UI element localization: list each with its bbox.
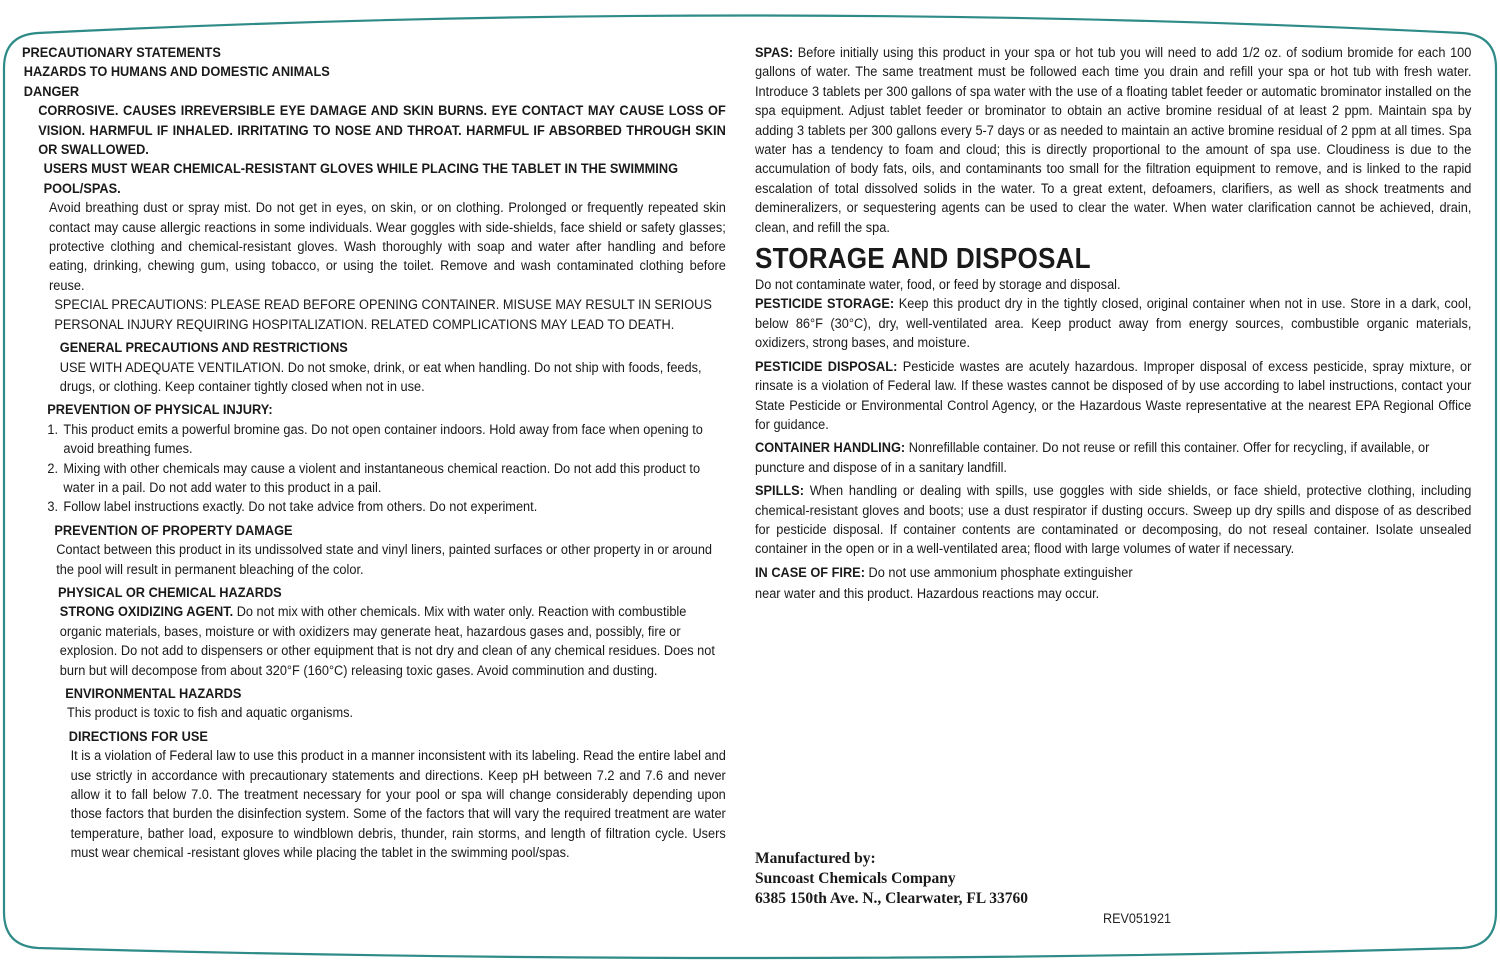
- special-precautions-text: SPECIAL PRECAUTIONS: PLEASE READ BEFORE OPENING CONTAINER. MISUSE MAY RESULT IN SERIOUS PERSONAL INJURY REQUIRING HOSPITALIZATION. RELATED COMPLICATIONS MAY LEAD TO DEATH.: [54, 297, 712, 333]
- physical-chemical-heading: PHYSICAL OR CHEMICAL HAZARDS: [58, 584, 282, 601]
- environmental-hazards-heading: ENVIRONMENTAL HAZARDS: [65, 686, 242, 702]
- directions-text: It is a violation of Federal law to use this product in a manner inconsistent with its labeling. Read the entire label and use strictly in accordance with precautionary statements and directions. Keep pH between 7.2 and 7.6 and never allow it to fall below 7.0. The treatment necessary for your pool or spa will change considerably depending upon those factors that burden the disinfection system. Some of the factors that will vary the required treatment are water temperature, bather load, exposure to windblown debris, thunder, rain storms, and length of filtration cycle. Users must wear chemical -resistant gloves while placing the tablet in the swimming pool/spas.: [70, 748, 726, 862]
- property-damage-heading: PREVENTION OF PROPERTY DAMAGE: [54, 522, 293, 539]
- fire-body-line1: Do not use ammonium phosphate extinguisher: [868, 564, 1133, 581]
- environmental-hazards-text: This product is toxic to fish and aquatic organisms.: [67, 705, 354, 722]
- fire-text-line2: near water and this product. Hazardous reactions may occur.: [755, 586, 1100, 603]
- gloves-warning: USERS MUST WEAR CHEMICAL-RESISTANT GLOVES WHILE PLACING THE TABLET IN THE SWIMMING POOL/SPAS.: [43, 161, 679, 197]
- physical-injury-list: [22, 421, 726, 518]
- storage-intro: Do not contaminate water, food, or feed by storage and disposal.: [755, 277, 1121, 294]
- injury-item: 1. This product emits a powerful bromine gas. Do not open container indoors. Hold away from face when opening to avoid breathing fumes.: [62, 421, 726, 460]
- pesticide-disposal-label: PESTICIDE DISPOSAL:: [755, 358, 898, 375]
- company-name: Suncoast Chemicals Company: [755, 870, 956, 887]
- physical-injury-heading: PREVENTION OF PHYSICAL INJURY:: [47, 402, 273, 419]
- spills-text: [755, 482, 1471, 560]
- pesticide-storage-label: PESTICIDE STORAGE:: [755, 296, 895, 313]
- physical-chemical-text: [22, 603, 726, 681]
- pesticide-storage-body: Keep this product dry in the tightly closed, original container when not in use. Store in a dark, cool, below 86°F (30°C), dry, well-ventilated area. Keep product away from energy sources, combustible organic materials, oxidizers, strong bases, and moisture.: [755, 296, 1472, 352]
- container-handling-label: CONTAINER HANDLING:: [755, 440, 906, 457]
- spas-body: Before initially using this product in your spa or hot tub you will need to add 1/2 oz. of sodium bromide for each 100 gallons of water. The same treatment must be followed each time you drain and refill your spa or hot tub with fresh water. Introduce 3 tablets per 300 gallons of spa water with the use of a floating tablet feeder or automatic brominator installed on the spa equipment. Adjust tablet feeder or brominator to obtain an active bromine residual of at least 2 ppm. Maintain spa by adding 3 tablets per 300 gallons every 5-7 days or as needed to maintain an active bromine residual of 2 ppm at all times. Spa water has a tendency to foam and cloud; this is directly proportional to the amount of spa use. Cloudiness is due to the accumulation of body fats, oils, and contaminants too small for the filtration equipment to remove, and is linked to the rapid escalation of total dissolved solids in the water. To a great extent, defoamers, clarifiers, as well as shock treatments and demineralizers, or sequestering agents can be used to clear the water. When water clarification cannot be achieved, drain, clean, and refill the spa.: [755, 45, 1472, 236]
- general-precautions-heading: GENERAL PRECAUTIONS AND RESTRICTIONS: [59, 340, 348, 357]
- spas-label: SPAS:: [755, 45, 794, 61]
- left-column: [22, 44, 726, 864]
- fire-label: IN CASE OF FIRE:: [755, 564, 865, 581]
- container-handling-body: Nonrefillable container. Do not reuse or refill this container. Offer for recycling, if available, or puncture and dispose of in a sanitary landfill.: [755, 440, 1430, 476]
- revision-code: REV051921: [1103, 910, 1171, 926]
- general-precautions-text: USE WITH ADEQUATE VENTILATION. Do not smoke, drink, or eat when handling. Do not ship with foods, feeds, drugs, or clothing. Keep container tightly closed when not in use.: [59, 359, 702, 395]
- corrosive-warning: CORROSIVE. CAUSES IRREVERSIBLE EYE DAMAGE AND SKIN BURNS. EYE CONTACT MAY CAUSE LOSS OF VISION. HARMFUL IF INHALED. IRRITATING TO NOSE AND THROAT. HARMFUL IF ABSORBED THROUGH SKIN OR SWALLOWED.: [38, 103, 726, 159]
- danger-label: DANGER: [23, 83, 80, 100]
- oxidizing-agent-label: STRONG OXIDIZING AGENT.: [59, 604, 234, 621]
- hazards-heading: HAZARDS TO HUMANS AND DOMESTIC ANIMALS: [23, 64, 330, 81]
- manufacturer-block: [755, 849, 1028, 909]
- company-address: 6385 150th Ave. N., Clearwater, FL 33760: [755, 890, 1028, 907]
- manufactured-by-label: Manufactured by:: [755, 850, 876, 867]
- pesticide-disposal-body: Pesticide wastes are acutely hazardous. Improper disposal of excess pesticide, spray mixture, or rinsate is a violation of Federal law. If these wastes cannot be disposed of by use according to label instructions, contact your State Pesticide or Environmental Control Agency, or the Hazardous Waste representative at the nearest EPA Regional Office for guidance.: [755, 358, 1472, 433]
- avoid-exposure-text: Avoid breathing dust or spray mist. Do not get in eyes, on skin, or on clothing. Prolonged or frequently repeated skin contact may cause allergic reactions in some individuals. Wear goggles with side-shields, face shield or safety glasses; protective clothing and chemical-resistant gloves. Wash thoroughly with soap and water after handling and before eating, drinking, chewing gum, using tobacco, or using the toilet. Remove and wash contaminated clothing before reuse.: [49, 200, 726, 294]
- spas-text: [755, 44, 1471, 238]
- container-handling-text: [755, 439, 1471, 478]
- right-column: [755, 44, 1471, 605]
- property-damage-text: Contact between this product in its undissolved state and vinyl liners, painted surfaces or other property in or around the pool will result in permanent bleaching of the color.: [56, 542, 713, 578]
- fire-text: [755, 564, 1471, 583]
- physical-chemical-body: Do not mix with other chemicals. Mix with water only. Reaction with combustible organic materials, bases, moisture or with oxidizers may generate heat, hazardous gases and, possibly, fire or explosion. Do not add to dispensers or other equipment that is not dry and clean of any chemical residues. Does not burn but will decompose from about 320°F (160°C) releasing toxic gases. Avoid comminution and dusting.: [59, 604, 715, 679]
- directions-heading: DIRECTIONS FOR USE: [68, 728, 208, 745]
- storage-disposal-heading: STORAGE AND DISPOSAL: [755, 243, 1091, 276]
- precautionary-statements-heading: PRECAUTIONARY STATEMENTS: [22, 45, 221, 61]
- injury-item: 2. Mixing with other chemicals may cause a violent and instantaneous chemical reaction. Do not add this product to water in a pail. Do not add water to this product in a pail.: [62, 460, 726, 499]
- injury-item: 3. Follow label instructions exactly. Do not take advice from others. Do not experiment.: [62, 498, 726, 517]
- spills-body: When handling or dealing with spills, use goggles with side shields, or face shield, protective clothing, including chemical-resistant gloves and boots; use a dust respirator if dusting occurs. Sweep up dry spills and dispose of as described for pesticide disposal. If container contents are contaminated or decomposing, do not reseal container. Isolate unsealed container in the open or in a well-ventilated area; flood with large volumes of water if necessary.: [755, 483, 1472, 558]
- spills-label: SPILLS:: [755, 483, 804, 500]
- pesticide-storage-text: [755, 295, 1471, 353]
- pesticide-disposal-text: [755, 358, 1471, 436]
